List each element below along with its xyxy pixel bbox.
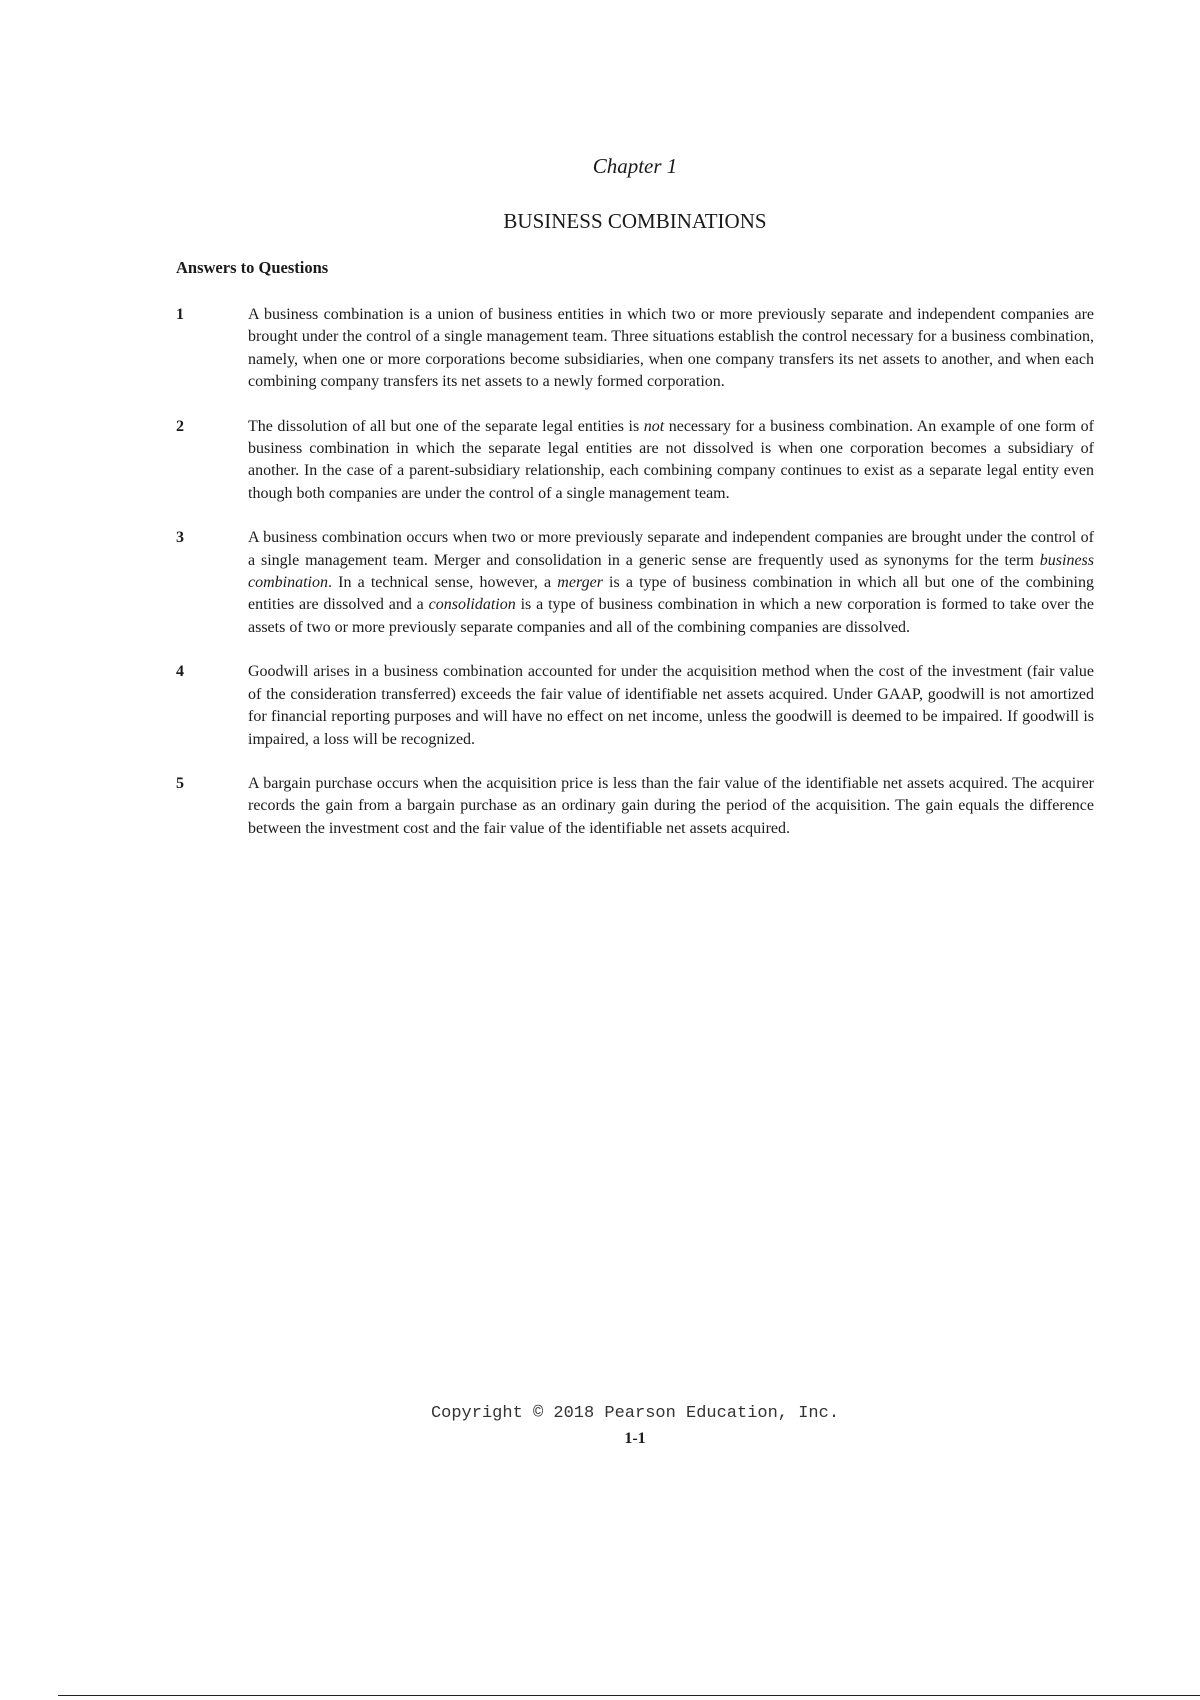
copyright-notice: Copyright © 2018 Pearson Education, Inc. — [430, 1404, 840, 1423]
answer-text-segment: The dissolution of all but one of the separate legal entities is — [248, 417, 644, 435]
answer-number: 2 — [176, 417, 184, 435]
answer-text-segment: A bargain purchase occurs when the acquisition price is less than the fair value of the identifiable net assets acquired. The acquirer records the gain from a bargain purchase as an ordinary gain during the period of the acquisition. The gain equals the difference between the investment cost and the fair value of the identifiable net assets acquired. — [248, 774, 1094, 837]
answer-item — [176, 304, 1094, 394]
answer-text — [248, 304, 1094, 394]
answer-text-segment: Goodwill arises in a business combination accounted for under the acquisition method when the cost of the investment (fair value of the consideration transferred) exceeds the fair value of identifiable net assets acquired. Under GAAP, goodwill is not amortized for financial reporting purposes and will have no effect on net income, unless the goodwill is deemed to be impaired. If goodwill is impaired, a loss will be recognized. — [248, 663, 1094, 748]
answer-number: 5 — [176, 774, 184, 792]
chapter-title: BUSINESS COMBINATIONS — [503, 209, 767, 233]
answer-text-segment: is a type of business combination in which all but one of the combining entities are dissolved and a — [248, 574, 1095, 614]
answer-list — [176, 304, 1094, 862]
answer-text-emphasis: merger — [557, 574, 603, 592]
answer-text — [248, 661, 1094, 751]
answer-number: 4 — [176, 663, 184, 681]
answer-text-segment: necessary for a business combination. An example of one form of business combination in which the separate legal entities are not dissolved is when one corporation becomes a subsidiary of another. In the case of a parent-subsidiary relationship, each combining company continues to exist as a separate legal entity even though both companies are under the control of a single management team. — [248, 417, 1094, 502]
answer-text — [248, 773, 1094, 840]
answer-text-emphasis: consolidation — [428, 596, 516, 614]
answer-text — [248, 416, 1094, 506]
answer-item — [176, 416, 1094, 506]
answer-item — [176, 773, 1094, 840]
section-heading: Answers to Questions — [176, 258, 329, 277]
answer-text-segment: is a type of business combination in which a new corporation is formed to take over the assets of two or more previously separate companies and all of the combining companies are dissolved. — [248, 596, 1095, 636]
answer-text-emphasis: not — [643, 417, 665, 435]
answer-text-segment: . In a technical sense, however, a — [328, 574, 558, 592]
answer-item — [176, 527, 1094, 639]
answer-number: 3 — [176, 529, 184, 547]
chapter-label: Chapter 1 — [592, 154, 678, 178]
answer-text-segment: A business combination is a union of business entities in which two or more previously separate and independent companies are brought under the control of a single management team. Three situations establish the control necessary for a business combination, namely, when one or more corporations become subsidiaries, when one company transfers its net assets to another, and when each combining company transfers its net assets to a newly formed corporation. — [248, 306, 1094, 391]
answer-number: 1 — [176, 306, 184, 323]
bottom-divider — [58, 1695, 1200, 1696]
answer-item — [176, 661, 1094, 751]
page-number: 1-1 — [624, 1430, 646, 1447]
answer-text — [248, 527, 1094, 639]
answer-text-emphasis: business combination — [248, 551, 1094, 592]
answer-text-segment: A business combination occurs when two or more previously separate and independent companies are brought under the control of a single management team. Merger and consolidation in a generic sense are frequently used as synonyms for the term — [248, 529, 1094, 569]
